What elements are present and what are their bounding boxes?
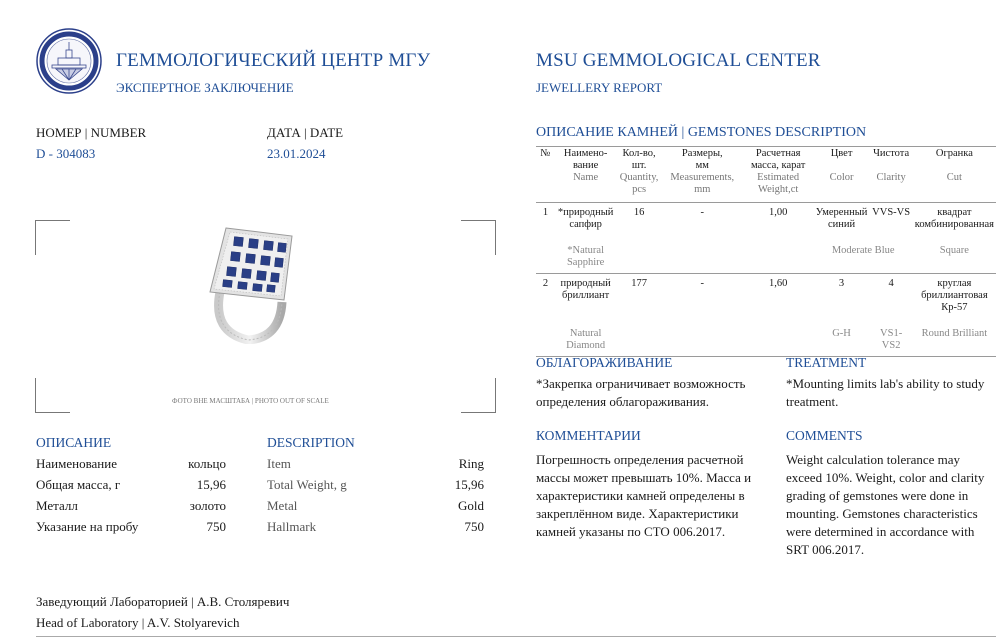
title-ru: ГЕММОЛОГИЧЕСКИЙ ЦЕНТР МГУ	[116, 50, 431, 71]
description-ru-title: ОПИСАНИЕ	[36, 435, 112, 450]
column-header: Наимено- вание	[563, 148, 608, 171]
date-label: ДАТА | DATE	[267, 125, 344, 140]
list-item	[36, 477, 226, 498]
signature-en: Head of Laboratory | A.V. Stolyarevich	[36, 615, 240, 630]
column-header-en: Estimated Weight,ct	[757, 172, 800, 195]
column-header-en: Color	[829, 172, 854, 183]
column-header: №	[540, 148, 551, 159]
photo-frame-corner	[35, 378, 70, 413]
table-cell	[536, 314, 555, 357]
comments-en-text: Weight calculation tolerance may exceed 10%. Weight, color and clarity grading of gemstones were done in mounting. Gemstones characteristics were determined in accordance with SRT 006.2017.	[786, 452, 985, 557]
table-cell: Round Brilliant	[921, 328, 988, 339]
description-ru-list	[36, 456, 226, 540]
table-cell: -	[700, 278, 705, 289]
column-header: Цвет	[830, 148, 853, 159]
table-cell	[536, 231, 555, 274]
field-label: Hallmark	[267, 519, 317, 534]
column-header-en	[536, 172, 555, 203]
photo-frame-corner	[461, 220, 496, 255]
list-item	[267, 498, 484, 519]
table-cell: Natural Diamond	[566, 328, 606, 351]
table-header-row	[536, 148, 996, 172]
table-cell: круглая бриллиантовая Кр-57	[921, 278, 988, 313]
list-item	[36, 519, 226, 540]
table-cell: G-H	[832, 328, 851, 339]
table-cell	[662, 314, 743, 357]
field-value: 750	[206, 519, 226, 534]
table-cell	[743, 231, 814, 274]
table-header-row-en	[536, 172, 996, 203]
table-cell: 3	[838, 278, 845, 289]
field-value: золото	[189, 498, 226, 513]
field-label: Total Weight, g	[267, 477, 347, 492]
table-cell	[616, 231, 661, 274]
table-cell: 177	[631, 278, 647, 289]
table-cell: 1	[542, 207, 549, 218]
date-value: 23.01.2024	[267, 146, 326, 161]
divider	[36, 636, 996, 637]
column-header: Кол-во, шт.	[622, 148, 656, 171]
number-label: НОМЕР | NUMBER	[36, 125, 147, 140]
comments-ru-text: Погрешность определения расчетной массы может превышать 10%. Масса и характеристики камней определены в закреплённом виде. Характеристики камней указаны по СТО 006.2017.	[536, 452, 752, 539]
table-cell: Moderate Blue	[831, 245, 895, 256]
column-header-en: Clarity	[876, 172, 906, 183]
treatment-en-text: *Mounting limits lab's ability to study treatment.	[786, 376, 985, 409]
table-cell: VS1-VS2	[880, 328, 903, 351]
column-header: Расчетная масса, карат	[750, 148, 806, 171]
table-cell: 1,60	[768, 278, 788, 289]
treatment-ru-text: *Закрепка ограничивает возможность определения облагораживания.	[536, 376, 746, 409]
table-cell	[743, 314, 814, 357]
signature-ru: Заведующий Лабораторией | А.В. Столяревич	[36, 594, 290, 609]
field-label: Общая масса, г	[36, 477, 121, 492]
table-cell	[662, 231, 743, 274]
field-value: Ring	[458, 456, 484, 471]
table-cell: *природный сапфир	[557, 207, 614, 230]
description-en-list	[267, 456, 484, 540]
column-header-en: Measurements, mm	[670, 172, 735, 195]
photo-frame-corner	[35, 220, 70, 255]
table-cell	[616, 314, 661, 357]
column-header-en: Cut	[946, 172, 962, 183]
table-cell: VVS-VS	[872, 207, 911, 218]
table-cell: 1,00	[768, 207, 788, 218]
field-label: Metal	[267, 498, 298, 513]
column-header-en: Name	[573, 172, 599, 183]
table-cell: квадрат комбинированная	[914, 207, 994, 230]
table-cell: 2	[542, 278, 549, 289]
field-label: Item	[267, 456, 291, 471]
table-cell: 16	[633, 207, 645, 218]
table-cell: -	[700, 207, 705, 218]
column-header-en: Quantity, pcs	[619, 172, 659, 195]
title-en: MSU GEMMOLOGICAL CENTER	[536, 50, 821, 71]
field-label: Металл	[36, 498, 78, 513]
column-header: Размеры, мм	[681, 148, 723, 171]
comments-ru-title: КОММЕНТАРИИ	[536, 428, 641, 443]
gems-title: ОПИСАНИЕ КАМНЕЙ | GEMSTONES DESCRIPTION	[536, 125, 867, 140]
number-value: D - 304083	[36, 146, 96, 161]
list-item	[267, 456, 484, 477]
table-row	[536, 203, 996, 231]
table-row-en	[536, 314, 996, 357]
photo-frame-corner	[461, 378, 496, 413]
table-cell: *Natural Sapphire	[566, 245, 605, 268]
field-label: Указание на пробу	[36, 519, 139, 534]
field-value: Gold	[458, 498, 484, 513]
photo-note: ФОТО ВНЕ МАСШТАБА | PHOTO OUT OF SCALE	[172, 397, 329, 405]
field-value: 15,96	[196, 477, 226, 492]
field-value: 750	[464, 519, 484, 534]
subtitle-ru: ЭКСПЕРТНОЕ ЗАКЛЮЧЕНИЕ	[116, 80, 294, 95]
description-en-title: DESCRIPTION	[267, 435, 355, 450]
list-item	[267, 477, 484, 498]
divider	[536, 146, 996, 147]
gems-table	[536, 148, 996, 357]
list-item	[267, 519, 484, 540]
table-row	[536, 274, 996, 314]
table-cell: Умеренный синий	[815, 207, 868, 230]
treatment-ru-title: ОБЛАГОРАЖИВАНИЕ	[536, 355, 673, 370]
table-row-en	[536, 231, 996, 274]
column-header: Огранка	[935, 148, 973, 159]
list-item	[36, 498, 226, 519]
field-value: кольцо	[188, 456, 226, 471]
ring-photo	[190, 222, 308, 344]
comments-en-title: COMMENTS	[786, 428, 863, 443]
table-cell: природный бриллиант	[560, 278, 611, 301]
table-cell: 4	[888, 278, 894, 289]
treatment-en-title: TREATMENT	[786, 355, 867, 370]
field-label: Наименование	[36, 456, 117, 471]
list-item	[36, 456, 226, 477]
field-value: 15,96	[454, 477, 484, 492]
column-header: Чистота	[873, 148, 910, 159]
msu-logo-icon	[36, 28, 102, 94]
table-cell: Square	[939, 245, 969, 256]
subtitle-en: JEWELLERY REPORT	[536, 80, 663, 95]
